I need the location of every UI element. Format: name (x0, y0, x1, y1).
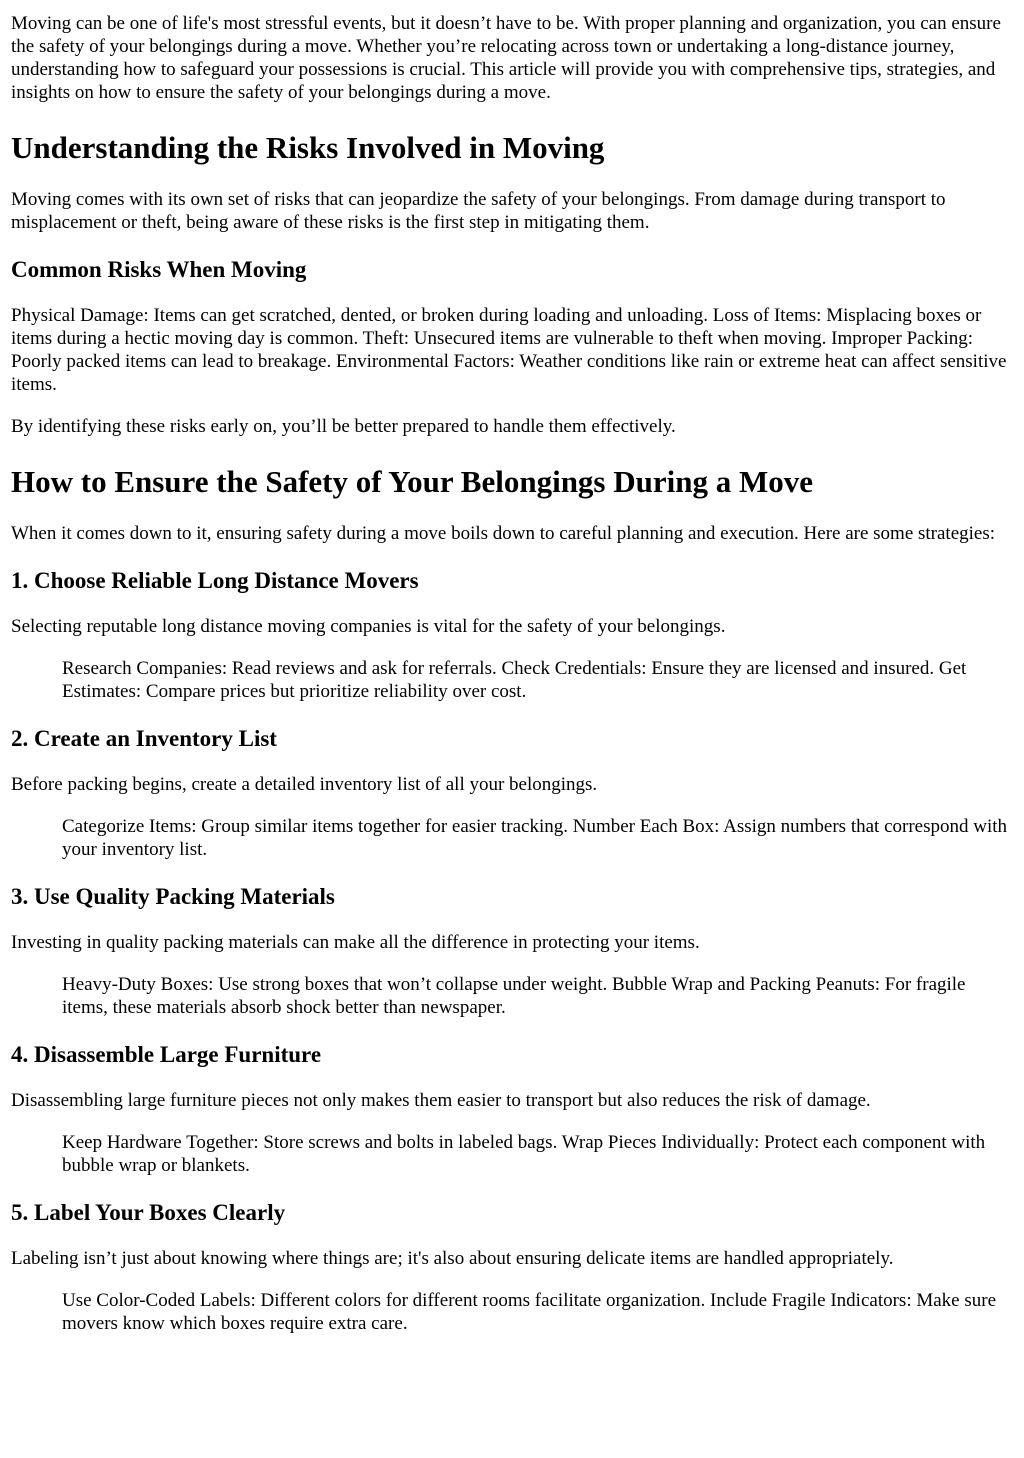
section-heading-safety: How to Ensure the Safety of Your Belongings During a Move (11, 464, 814, 499)
step-heading-movers: 1. Choose Reliable Long Distance Movers (11, 568, 419, 593)
common-risks-paragraph: Physical Damage: Items can get scratched, dented, or broken during loading and unloading. Loss of Items: Misplacing boxes or items during a hectic moving day is common. Theft: Unsecured items are vulnerable to theft when moving. Improper Packing: Poorly packed items can lead to breakage. Environmental Factors: Weather conditions like rain or extreme heat can affect sensitive items. (11, 305, 1007, 395)
step-paragraph-packing: Investing in quality packing materials can make all the difference in protecting your items. (11, 932, 700, 953)
step-quote-furniture: Keep Hardware Together: Store screws and bolts in labeled bags. Wrap Pieces Individually: Protect each component with bubble wrap or blankets. (62, 1132, 986, 1176)
subheading-common-risks: Common Risks When Moving (11, 257, 307, 282)
step-paragraph-movers: Selecting reputable long distance moving companies is vital for the safety of your belongings. (11, 616, 726, 637)
step-heading-labels: 5. Label Your Boxes Clearly (11, 1200, 286, 1225)
step-heading-furniture: 4. Disassemble Large Furniture (11, 1042, 322, 1067)
step-paragraph-furniture: Disassembling large furniture pieces not only makes them easier to transport but also reduces the risk of damage. (11, 1090, 871, 1111)
step-quote-movers: Research Companies: Read reviews and ask for referrals. Check Credentials: Ensure they are licensed and insured. Get Estimates: Compare prices but prioritize reliability over cost. (62, 658, 967, 702)
article (0, 12, 1024, 1335)
intro-paragraph: Moving can be one of life's most stressful events, but it doesn’t have to be. With proper planning and organization, you can ensure the safety of your belongings during a move. Whether you’re relocating across town or undertaking a long-distance journey, understanding how to safeguard your possessions is crucial. This article will provide you with comprehensive tips, strategies, and insights on how to ensure the safety of your belongings during a move. (11, 13, 1001, 103)
risks-closing-paragraph: By identifying these risks early on, you’ll be better prepared to handle them effectively. (11, 416, 676, 437)
step-heading-inventory: 2. Create an Inventory List (11, 726, 277, 751)
step-heading-packing: 3. Use Quality Packing Materials (11, 884, 335, 909)
risks-intro-paragraph: Moving comes with its own set of risks that can jeopardize the safety of your belongings. From damage during transport to misplacement or theft, being aware of these risks is the first step in mitigating them. (11, 189, 946, 233)
step-paragraph-labels: Labeling isn’t just about knowing where things are; it's also about ensuring delicate items are handled appropriately. (11, 1248, 894, 1269)
step-paragraph-inventory: Before packing begins, create a detailed inventory list of all your belongings. (11, 774, 598, 795)
step-quote-packing: Heavy-Duty Boxes: Use strong boxes that won’t collapse under weight. Bubble Wrap and Packing Peanuts: For fragile items, these materials absorb shock better than newspaper. (62, 974, 966, 1018)
step-quote-labels: Use Color-Coded Labels: Different colors for different rooms facilitate organization. Include Fragile Indicators: Make sure movers know which boxes require extra care. (62, 1290, 997, 1334)
section-heading-risks: Understanding the Risks Involved in Moving (11, 130, 605, 165)
safety-intro-paragraph: When it comes down to it, ensuring safety during a move boils down to careful planning and execution. Here are some strategies: (11, 523, 996, 544)
step-quote-inventory: Categorize Items: Group similar items together for easier tracking. Number Each Box: Assign numbers that correspond with your inventory list. (62, 816, 1008, 860)
